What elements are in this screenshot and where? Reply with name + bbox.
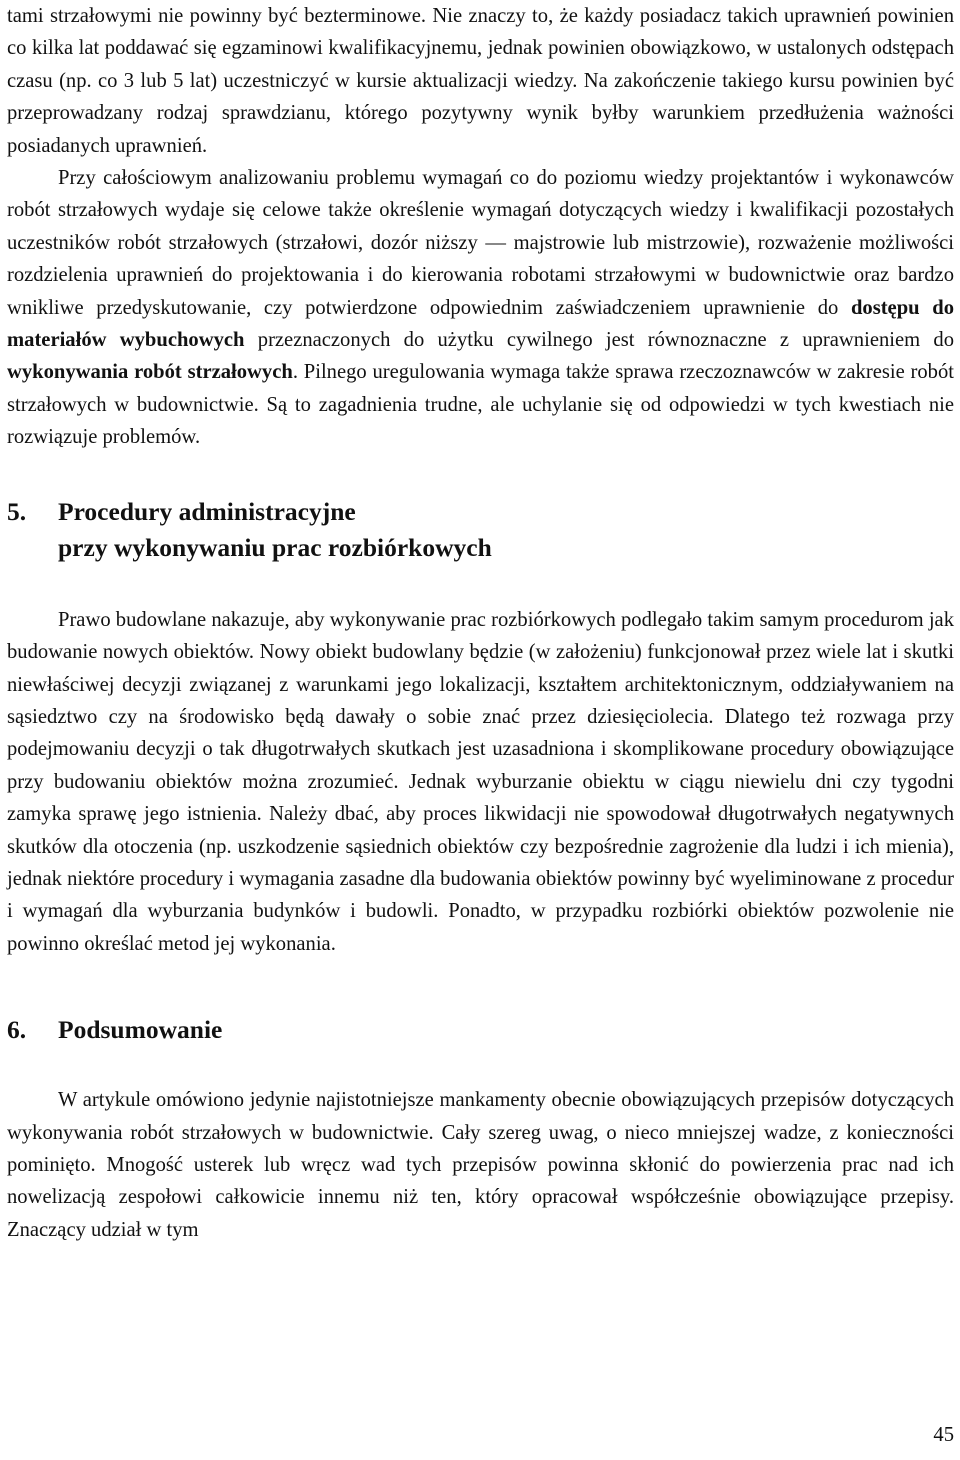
paragraph-text: Nie znaczy to, że każdy posiadacz takich uprawnień powinien co kilka lat poddawać się egzaminowi kwalifikacyjnemu, jednak powinien obowiązkowo, w ustalonych odstępach czasu (np. co 3 lub 5 lat) uczestniczyć w kursie aktualizacji wiedzy. Na zakończenie takiego kursu powinien być przeprowadzany rodzaj sprawdzianu, którego pozytywny wynik byłby warunkiem przedłużenia ważności posiadanych uprawnień.	[7, 5, 954, 157]
page-number: 45	[933, 1424, 954, 1446]
paragraph-text: . Pilnego uregulowania wymaga także sprawa rzeczoznawców w zakresie robót strzałowych w budownictwie. Są to zagadnienia trudne, ale uchylanie się od odpowiedzi w tych kwestiach nie rozwiązuje problemów.	[7, 361, 954, 449]
bold-term: wykonywania robót strzałowych	[7, 361, 293, 384]
section-heading-5	[7, 494, 954, 566]
paragraph-requirements	[7, 162, 954, 454]
section-number: 5.	[7, 496, 27, 526]
paragraph-text: tami strzałowymi nie powinny być bezterminowe.	[7, 5, 433, 27]
paragraph-text: przeznaczonych do użytku cywilnego jest równoznaczne z uprawnieniem do	[244, 329, 954, 352]
section-6-body: W artykule omówiono jedynie najistotniejsze mankamenty obecnie obowiązujących przepisów dotyczących wykonywania robót strzałowych w budownictwie. Cały szereg uwag, o nieco mniejszej wadze, z konieczności pominięto. Mnogość usterek lub wręcz wad tych przepisów powinna skłonić do powierzenia prac nad ich nowelizacją zespołowi całkowicie innemu niż ten, który opracował współcześnie obowiązujące przepisy. Znaczący udział w tym	[7, 1089, 954, 1241]
section-5-body: Prawo budowlane nakazuje, aby wykonywanie prac rozbiórkowych podlegało takim samym procedurom jak budowanie nowych obiektów. Nowy obiekt budowlany będzie (w założeniu) funkcjonował przez wiele lat i skutki niewłaściwej decyzji związanej z warunkami jego lokalizacji, kształtem architektonicznym, oddziaływaniem na sąsiedztwo czy na środowisko będą dawały o sobie znać przez dziesięciolecia. Dlatego też rozwaga przy podejmowaniu decyzji o tak długotrwałych skutkach jest uzasadniona i skomplikowane procedury obowiązujące przy budowaniu obiektów można zrozumieć. Jednak wyburzanie obiektu w ciągu niewielu dni czy tygodni zamyka sprawę jego istnienia. Należy dbać, aby proces likwidacji nie spowodował długotrwałych negatywnych skutków dla otoczenia (np. uszkodzenie sąsiednich obiektów czy bezpośrednie zagrożenie dla ludzi i ich mienia), jednak niektóre procedury i wymagania zasadne dla budowania obiektów powinny być wyeliminowane z procedur i wymagań dla wyburzania budynków i budowli. Ponadto, w przypadku rozbiórki obiektów pozwolenie nie powinno określać metod jej wykonania.	[7, 608, 954, 955]
section-number: 6.	[7, 1015, 27, 1045]
section-title-line: Procedury administracyjne	[58, 496, 356, 526]
document-page	[7, 0, 954, 1246]
paragraph-text: Przy całościowym analizowaniu problemu wymagań co do poziomu wiedzy projektantów i wykonawców robót strzałowych wydaje się celowe także określenie wymagań dotyczących wiedzy i kwalifikacji pozostałych uczestników robót strzałowych (strzałowi, dozór niższy — majstrowie lub mistrzowie), rozważenie możliwości rozdzielenia uprawnień do projektowania i do kierowania robotami strzałowymi w budownictwie oraz bardzo wnikliwe przedyskutowanie, czy potwierdzone odpowiednim zaświadczeniem uprawnienie do	[7, 167, 954, 319]
section-title-line: Podsumowanie	[58, 1015, 223, 1045]
bold-term: dostępu do materiałów wybuchowych	[7, 296, 954, 352]
paragraph-continuation	[7, 0, 954, 162]
section-title-line: przy wykonywaniu prac rozbiórkowych	[58, 532, 492, 562]
section-heading-6	[7, 1012, 954, 1048]
